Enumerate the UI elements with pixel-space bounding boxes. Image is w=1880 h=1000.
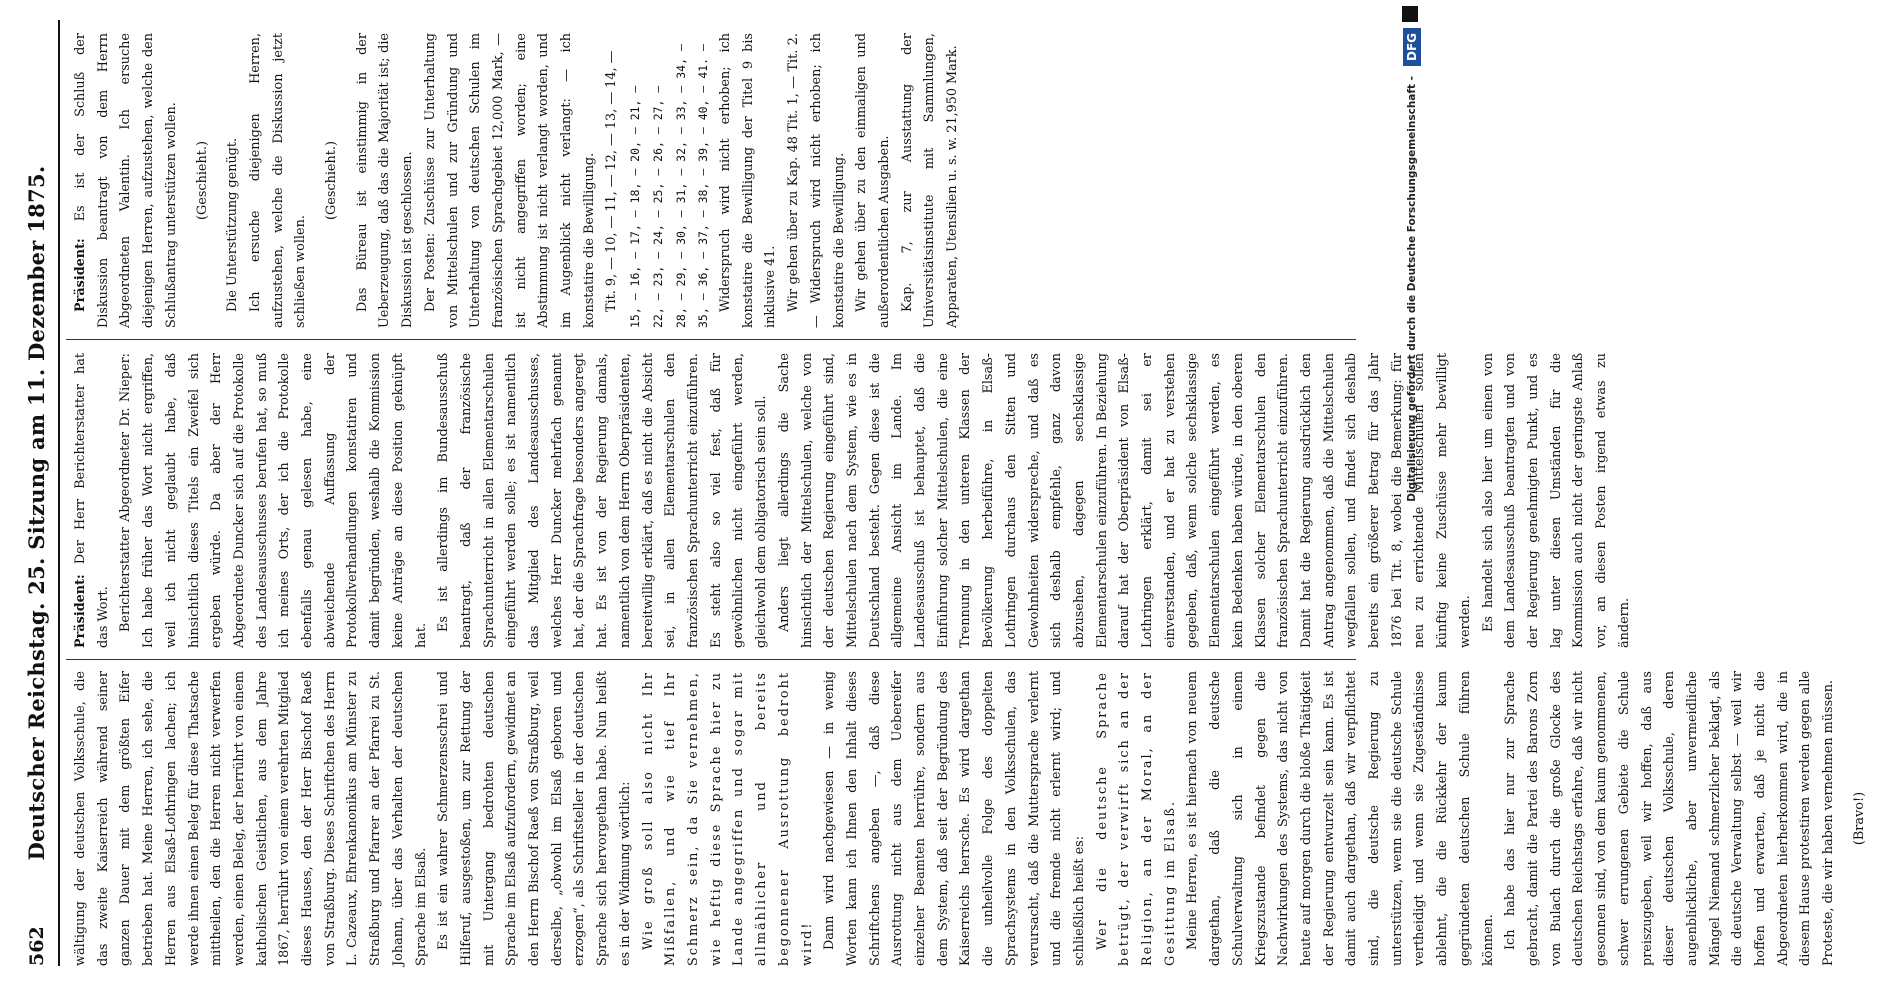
scan-corner-mark bbox=[1402, 6, 1418, 22]
quotation: Wer die deutsche Sprache betrügt, der verwirft sich an der Religion, an der Moral, an der Gesittung im Elsaß. bbox=[1094, 671, 1178, 966]
paragraph: Der Posten: Zuschüsse zur Unterhaltung von Mittelschulen und zur Gründung und Unterhaltung von deutschen Schulen im französischen Sprachgebiet 12,000 Mark, — ist nicht angegriffen worden; eine Abstimmung ist nicht verlangt worden, und im Augenblick nicht verlangt: — ich konstatire die Bewilligung. bbox=[422, 33, 597, 328]
tally-line: 22, — 23, — 24, — 25, — 26, — 27, — bbox=[650, 85, 665, 328]
column-left bbox=[70, 671, 1880, 966]
tally-line: 35, — 36, — 37, — 38, — 39, — 40, — 41. — bbox=[696, 44, 711, 328]
header-rule bbox=[58, 20, 60, 966]
tally-line: 15, — 16, — 17, — 18, — 20, — 21, — bbox=[628, 85, 643, 328]
page-number: 562 bbox=[26, 926, 48, 966]
paragraph: Ich ersuche diejenigen Herren, aufzustehen, welche die Diskussion jetzt schließen wollen. bbox=[247, 33, 309, 328]
stage-direction: (Geschieht.) bbox=[324, 141, 340, 220]
paragraph: Ich habe das hier nur zur Sprache gebracht, damit die Partei des Barons Zorn von Bulach durch die große Glocke des deutschen Reichstags erfahre, daß wir nicht gesonnen sind, von dem kaum genommenen, schwer errungenen Gebiete die Schule preiszugeben, weil wir hoffen, daß aus dieser deutschen Volksschule, deren augenblickliche, aber unvermeidliche Mängel Niemand schmerzlicher beklagt, als die deutsche Verwaltung selbst — weil wir hoffen und erwarten, daß je nicht die Abgeordneten hierherkommen wird, die in diesem Hause protestiren werden gegen alle Proteste, die wir haben vernehmen müssen. bbox=[1503, 671, 1837, 966]
paragraph: Die Unterstützung genügt. bbox=[225, 137, 241, 312]
paragraph: wältigung der deutschen Volksschule, die das zweite Kaiserreich während seiner ganzen Dauer mit dem größten Eifer betrieben hat. Meine Herren, ich sehe, die Herren aus Elsaß-Lothringen lachen; ich werde ihnen einen Beleg für diese Thatsache mittheilen, den die Herren nicht verwerfen werden, einen Beleg, der herrührt von einem katholischen Geistlichen, aus dem Jahre 1867, herrührt von einem verehrten Mitglied dieses Hauses, den der Herr Bischof Raeß von Straßburg. Dieses Schriftchen des Herrn L. Cazeaux, Ehrenkanonikus am Münster zu Straßburg und Pfarrer an der Pfarrei zu St. Johann, über das Verhalten der deutschen Sprache im Elsaß. bbox=[73, 671, 429, 966]
column-divider-1 bbox=[66, 659, 1356, 660]
page-header bbox=[18, 20, 52, 966]
president-text: Der Herr Berichterstatter hat das Wort. bbox=[73, 353, 111, 648]
applause-note: (Bravo!) bbox=[1851, 791, 1867, 846]
paragraph: Wir gehen über zu den einmaligen und außerordentlichen Ausgaben. bbox=[854, 33, 892, 328]
speaker-label: Präsident: bbox=[73, 574, 88, 648]
running-head: Deutscher Reichstag. 25. Sitzung am 11. Dezember 1875. bbox=[24, 165, 49, 861]
paragraph: Es ist ein wahrer Schmerzensschrei und Hilferuf, ausgestoßen, um zur Rettung der mit Untergang bedrohten deutschen Sprache im Elsaß aufzufordern, gewidmet an den Herrn Bischof Raeß von Straßburg, weil derselbe, „obwohl im Elsaß geboren und erzogen“, als Schriftsteller in der deutschen Sprache sich hervorgethan habe. Nun heißt es in der Widmung wörtlich: bbox=[436, 671, 633, 966]
digitization-credit: Digitalisierung gefördert durch die Deutsche Forschungsgemeinschaft - bbox=[1406, 76, 1418, 502]
quotation: Wie groß soll also nicht Ihr Mißfallen, und wie tief Ihr Schmerz sein, da Sie vernehmen, wie heftig diese Sprache hier zu Lande angegriffen und sogar mit allmählicher und bereits begonnener Ausrottung bedroht wird! bbox=[640, 671, 815, 966]
tally-line: 28, — 29, — 30, — 31, — 32, — 33, — 34, — bbox=[673, 44, 688, 328]
paragraph: Es ist allerdings im Bundesausschuß beantragt, daß der französische Sprachunterricht in allen Elementarschulen eingeführt werden solle; es ist namentlich das Mitglied des Landesausschusses, welches Herr Duncker mehrfach genannt hat, der die Sprachfrage besonders angeregt hat. Es ist von der Regierung damals, namentlich von dem Herrn Oberpräsidenten, bereitwillig erklärt, daß es nicht die Absicht sei, in allen Elementarschulen den französischen Sprachunterricht einzuführen. Es steht also so viel fest, daß für gewöhnlichen nicht eingeführt werden, gleichwohl dem obligatorisch sein soll. bbox=[436, 353, 770, 648]
president-remark bbox=[70, 33, 184, 328]
paragraph: Kap. 7, zur Ausstattung der Universitätsinstitute mit Sammlungen, Apparaten, Utensilien u. s. w. 21,950 Mark. bbox=[899, 33, 961, 328]
paragraph: Widerspruch wird nicht erhoben; ich konstatire die Bewilligung der Titel 9 bis inklusive 41. bbox=[717, 33, 779, 328]
dfg-logo: DFG bbox=[1403, 28, 1421, 66]
paragraph: Dann wird nachgewiesen — in wenig Worten kann ich Ihnen den Inhalt dieses Schriftchens angeben —, daß diese Ausrottung nicht aus dem Uebereifer einzelner Beamten herrühre, sondern aus dem System, daß seit der Begründung des Kaiserreichs herrsche. Es wird dargethan die unheilvolle Folge des doppelten Sprachsystems in den Volksschulen, das verursacht, daß die Muttersprache verlernt und die fremde nicht erlernt wird; und schließlich heißt es: bbox=[822, 671, 1087, 966]
paragraph: Wir gehen über zu Kap. 48 Tit. 1, — Tit. 2. — Widerspruch wird nicht erhoben; ich konstatire die Bewilligung. bbox=[786, 33, 847, 328]
paragraph: Das Büreau ist einstimmig in der Ueberzeugung, daß das die Majorität ist; die Diskussion ist geschlossen. bbox=[354, 33, 416, 328]
paragraph: Berichterstatter Abgeordneter Dr. Nieper: Ich habe früher das Wort nicht ergriffen, weil ich nicht geglaubt habe, daß hinsichtlich dieses Titels ein Zweifel sich ergeben würde. Da aber der Herr Abgeordnete Duncker sich auf die Protokolle des Landesausschusses berufen hat, so muß ich meines Orts, der ich die Protokolle ebenfalls genau gelesen habe, eine abweichende Auffassung der Protokollverhandlungen konstatiren und damit begründen, weshalb die Kommission keine Anträge an diese Position geknüpft hat. bbox=[118, 353, 429, 648]
speaker-label: Präsident: bbox=[73, 238, 88, 312]
president-text: Es ist der Schluß der Diskussion beantragt von dem Herrn Abgeordneten Valentin. Ich ersuche diejenigen Herren, aufzustehen, welche den Schlußantrag unterstützen wollen. bbox=[73, 33, 179, 328]
paragraph: Meine Herren, es ist hiernach von neuem dargethan, daß die deutsche Schulverwaltung sich in einem Kriegszustande befindet gegen die Nachwirkungen des Systems, das nicht von heute auf morgen durch die bloße Thätigkeit der Regierung entwurzelt sein kann. Es ist damit auch dargethan, daß wir verpflichtet sind, die deutsche Regierung zu unterstützen, wenn sie die deutsche Schule vertheidigt und wenn sie Zugeständnisse ablehnt, die die Rückkehr der kaum gegründeten deutschen Schule führen können. bbox=[1185, 671, 1496, 966]
column-divider-2 bbox=[66, 339, 1356, 340]
president-remark bbox=[70, 353, 115, 648]
paragraph: Anders liegt allerdings die Sache hinsichtlich der Mittelschulen, welche von der deutschen Regierung eingeführt sind, Mittelschulen nach dem System, wie es in Deutschland besteht. Gegen diese ist die allgemeine Ansicht im Lande. Im Landesausschuß ist behauptet, daß die Einführung solcher Mittelschulen, die eine Trennung in den unteren Klassen der Bevölkerung herbeiführe, in Elsaß-Lothringen durchaus den Sitten und Gewohnheiten widerspreche, und daß es sich deshalb empfehle, ganz davon abzusehen, dagegen sechsklassige Elementarschulen einzuführen. In Beziehung darauf hat der Oberpräsident von Elsaß-Lothringen erklärt, damit sei er einverstanden, und er hat zu verstehen gegeben, daß, wenn solche sechsklassige Elementarschulen eingeführt werden, es kein Bedenken haben würde, in den oberen Klassen solcher Elementarschulen den französischen Sprachunterricht einzuführen. Damit hat die Regierung ausdrücklich den Antrag angenommen, daß die Mittelschulen wegfallen sollen, und findet sich deshalb bereits ein größerer Betrag für das Jahr 1876 bei Tit. 8, wobei die Bemerkung: für neu zu errichtende Mittelschulen sollen künftig keine Zuschüsse mehr bewilligt werden. bbox=[776, 353, 1473, 648]
column-right bbox=[70, 33, 965, 328]
paragraph: Es handelt sich also hier um einen von dem Landesausschuß beantragten und von der Regierung genehmigten Punkt, und es lag unter diesen Umständen für die Kommission auch nicht der geringste Anlaß vor, an diesen Posten irgend etwas zu ändern. bbox=[1480, 353, 1632, 648]
tally-line: Tit. 9, — 10, — 11, — 12, — 13, — 14, — bbox=[604, 50, 620, 312]
digitization-footer bbox=[1400, 24, 1428, 976]
stage-direction: (Geschieht.) bbox=[194, 141, 210, 220]
